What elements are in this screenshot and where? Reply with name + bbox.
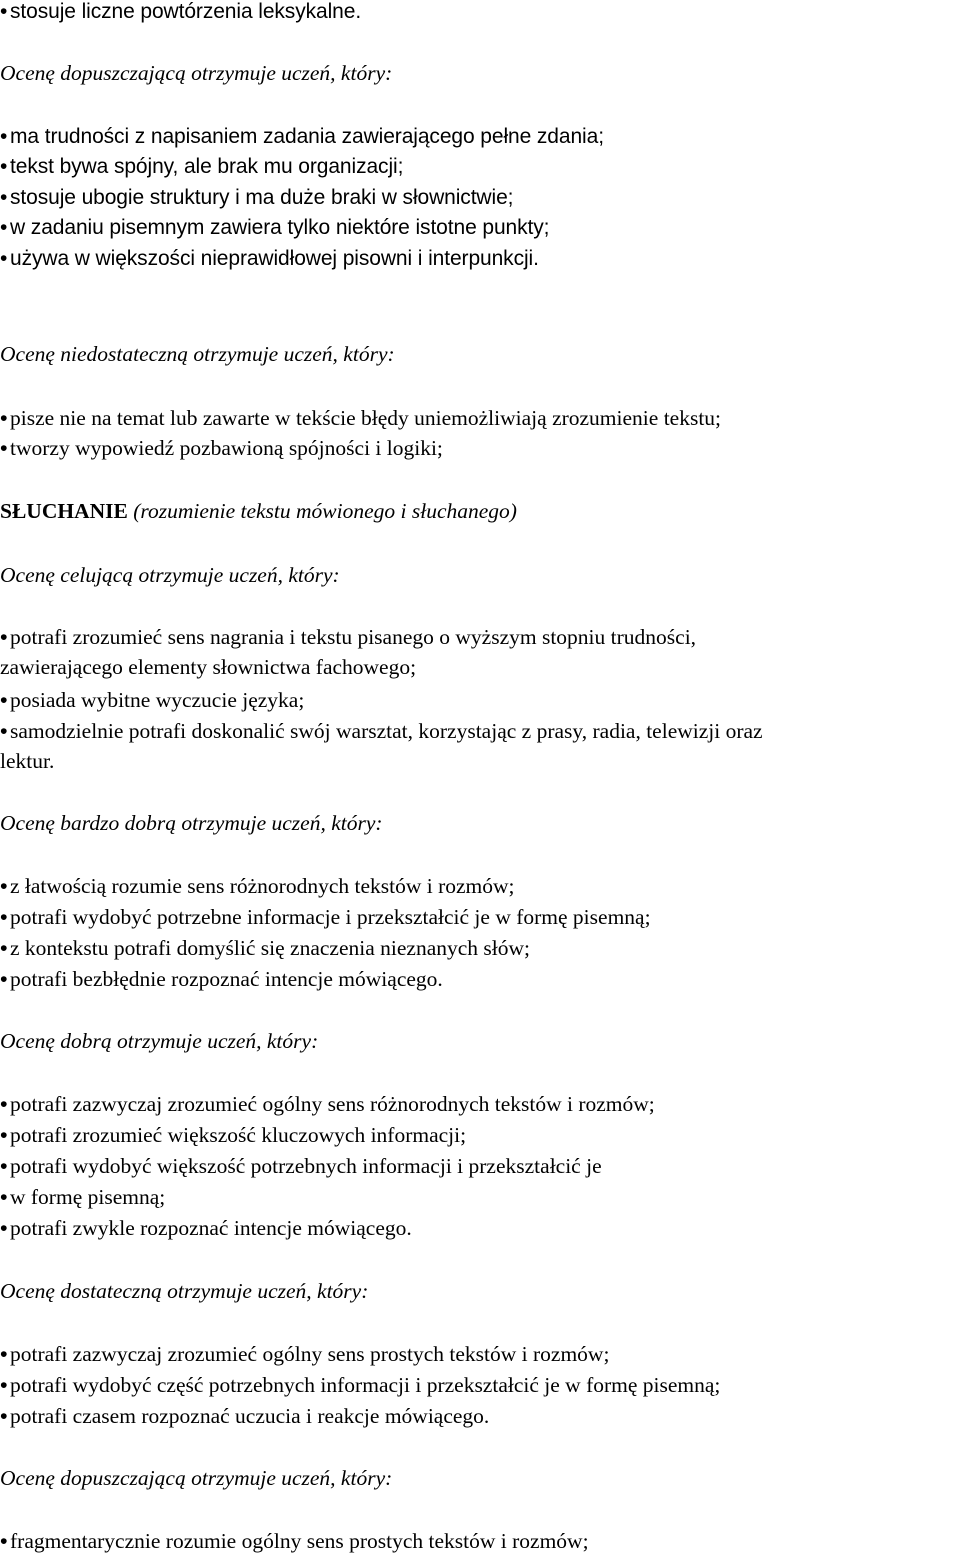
grade-heading: Ocenę bardzo dobrą otrzymuje uczeń, który: <box>0 811 383 835</box>
list-item: • pisze nie na temat lub zawarte w tekście błędy uniemożliwiają zrozumienie tekstu; <box>0 406 722 430</box>
grade-heading: Ocenę dobrą otrzymuje uczeń, który: <box>0 1029 319 1053</box>
grade-heading: Ocenę dopuszczającą otrzymuje uczeń, który: <box>0 61 393 85</box>
list-item: • używa w większości nieprawidłowej pisowni i interpunkcji. <box>0 247 539 270</box>
grade-heading: Ocenę dopuszczającą otrzymuje uczeń, który: <box>0 1466 393 1490</box>
list-item: • ma trudności z napisaniem zadania zawierającego pełne zdania; <box>0 125 604 148</box>
list-item: • potrafi wydobyć część potrzebnych informacji i przekształcić je w formę pisemną; <box>0 1373 721 1397</box>
grade-heading: Ocenę celującą otrzymuje uczeń, który: <box>0 563 340 587</box>
list-item: • potrafi bezbłędnie rozpoznać intencje mówiącego. <box>0 967 443 991</box>
section-subtitle: (rozumienie tekstu mówionego i słuchanego) <box>133 499 517 523</box>
grade-heading: Ocenę niedostateczną otrzymuje uczeń, który: <box>0 342 395 366</box>
list-item: • stosuje ubogie struktury i ma duże braki w słownictwie; <box>0 186 514 209</box>
list-item: • posiada wybitne wyczucie języka; <box>0 688 305 712</box>
list-item: • fragmentarycznie rozumie ogólny sens prostych tekstów i rozmów; <box>0 1529 589 1553</box>
grade-heading: Ocenę dostateczną otrzymuje uczeń, który: <box>0 1279 369 1303</box>
list-item: • potrafi zrozumieć większość kluczowych informacji; <box>0 1123 467 1147</box>
list-item-continuation: lektur. <box>0 749 55 773</box>
list-item: • potrafi wydobyć większość potrzebnych informacji i przekształcić je <box>0 1154 602 1178</box>
list-item: • potrafi wydobyć potrzebne informacje i przekształcić je w formę pisemną; <box>0 905 651 929</box>
list-item: • z łatwością rozumie sens różnorodnych tekstów i rozmów; <box>0 874 515 898</box>
list-item: • tworzy wypowiedź pozbawioną spójności i logiki; <box>0 436 443 460</box>
list-item: • z kontekstu potrafi domyślić się znaczenia nieznanych słów; <box>0 936 531 960</box>
section-title: SŁUCHANIE <box>0 499 128 523</box>
list-item: • w zadaniu pisemnym zawiera tylko niektóre istotne punkty; <box>0 216 550 239</box>
list-item: • stosuje liczne powtórzenia leksykalne. <box>0 0 362 23</box>
section-heading <box>0 496 517 526</box>
list-item: • samodzielnie potrafi doskonalić swój warsztat, korzystając z prasy, radia, telewizji oraz <box>0 719 763 743</box>
list-item: • potrafi zazwyczaj zrozumieć ogólny sens prostych tekstów i rozmów; <box>0 1342 610 1366</box>
list-item-continuation: zawierającego elementy słownictwa fachowego; <box>0 655 417 679</box>
list-item: • w formę pisemną; <box>0 1185 166 1209</box>
list-item: • potrafi czasem rozpoznać uczucia i reakcje mówiącego. <box>0 1404 490 1428</box>
list-item: • potrafi zazwyczaj zrozumieć ogólny sens różnorodnych tekstów i rozmów; <box>0 1092 655 1116</box>
list-item: • potrafi zrozumieć sens nagrania i tekstu pisanego o wyższym stopniu trudności, <box>0 625 697 649</box>
list-item: • potrafi zwykle rozpoznać intencje mówiącego. <box>0 1216 412 1240</box>
list-item: • tekst bywa spójny, ale brak mu organizacji; <box>0 155 404 178</box>
